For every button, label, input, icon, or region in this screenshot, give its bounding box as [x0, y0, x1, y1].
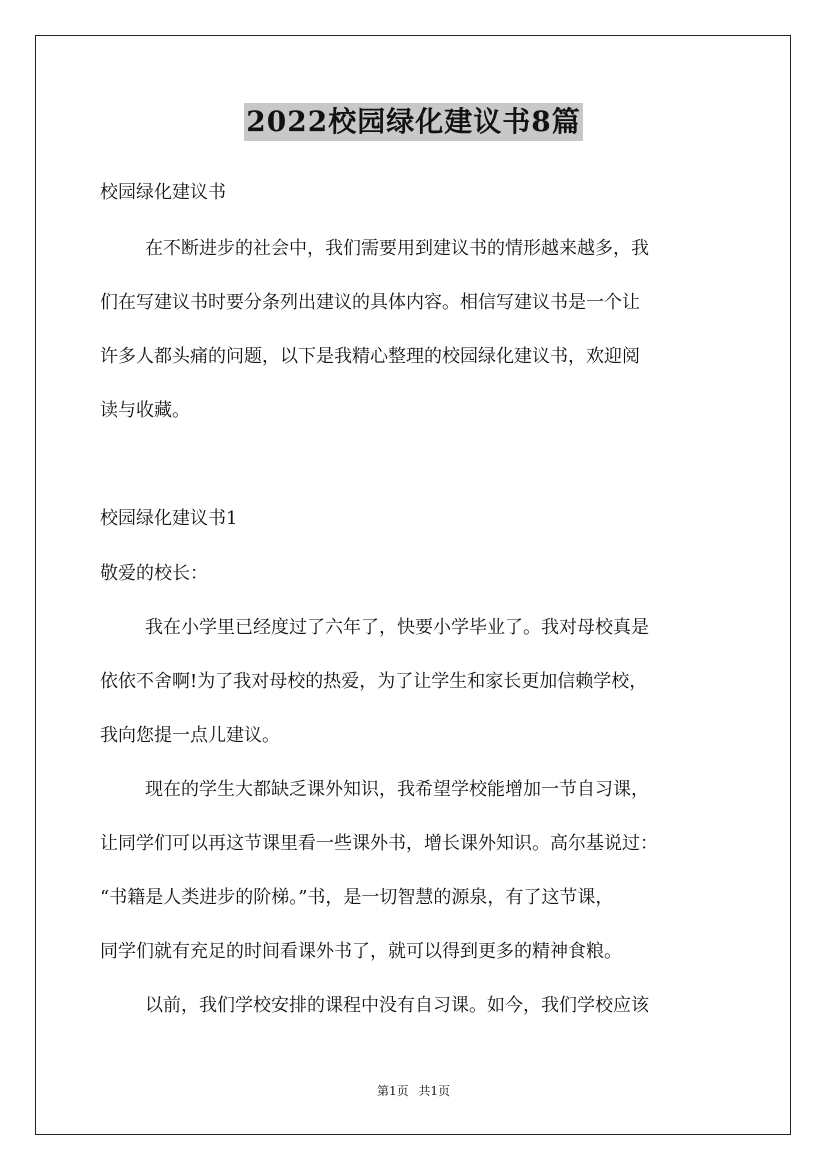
- intro-line: 读与收藏。: [100, 400, 190, 421]
- title-container: [0, 103, 827, 141]
- page-total: 共1页: [418, 1084, 451, 1098]
- document-subtitle: 校园绿化建议书: [100, 182, 226, 203]
- paragraph-line: 我向您提一点儿建议。: [100, 725, 280, 746]
- paragraph-line: 依依不舍啊!为了我对母校的热爱，为了让学生和家长更加信赖学校，: [100, 671, 648, 692]
- paragraph-line: 我在小学里已经度过了六年了，快要小学毕业了。我对母校真是: [145, 617, 649, 638]
- paragraph-line: 让同学们可以再这节课里看一些课外书，增长课外知识。高尔基说过：: [100, 833, 658, 854]
- intro-line: 在不断进步的社会中，我们需要用到建议书的情形越来越多，我: [145, 238, 649, 259]
- intro-line: 们在写建议书时要分条列出建议的具体内容。相信写建议书是一个让: [100, 292, 640, 313]
- intro-line: 许多人都头痛的问题，以下是我精心整理的校园绿化建议书，欢迎阅: [100, 346, 640, 367]
- document-title: 2022校园绿化建议书8篇: [244, 103, 582, 141]
- paragraph-line: 以前，我们学校安排的课程中没有自习课。如今，我们学校应该: [145, 995, 649, 1016]
- paragraph-line: “书籍是人类进步的阶梯。”书，是一切智慧的源泉，有了这节课，: [100, 887, 614, 908]
- page-number: 第1页: [376, 1084, 409, 1098]
- page-footer: [0, 1083, 827, 1099]
- paragraph-line: 同学们就有充足的时间看课外书了，就可以得到更多的精神食粮。: [100, 941, 622, 962]
- section-heading: 校园绿化建议书1: [100, 508, 238, 529]
- salutation: 敬爱的校长：: [100, 563, 208, 584]
- paragraph-line: 现在的学生大都缺乏课外知识，我希望学校能增加一节自习课，: [145, 779, 649, 800]
